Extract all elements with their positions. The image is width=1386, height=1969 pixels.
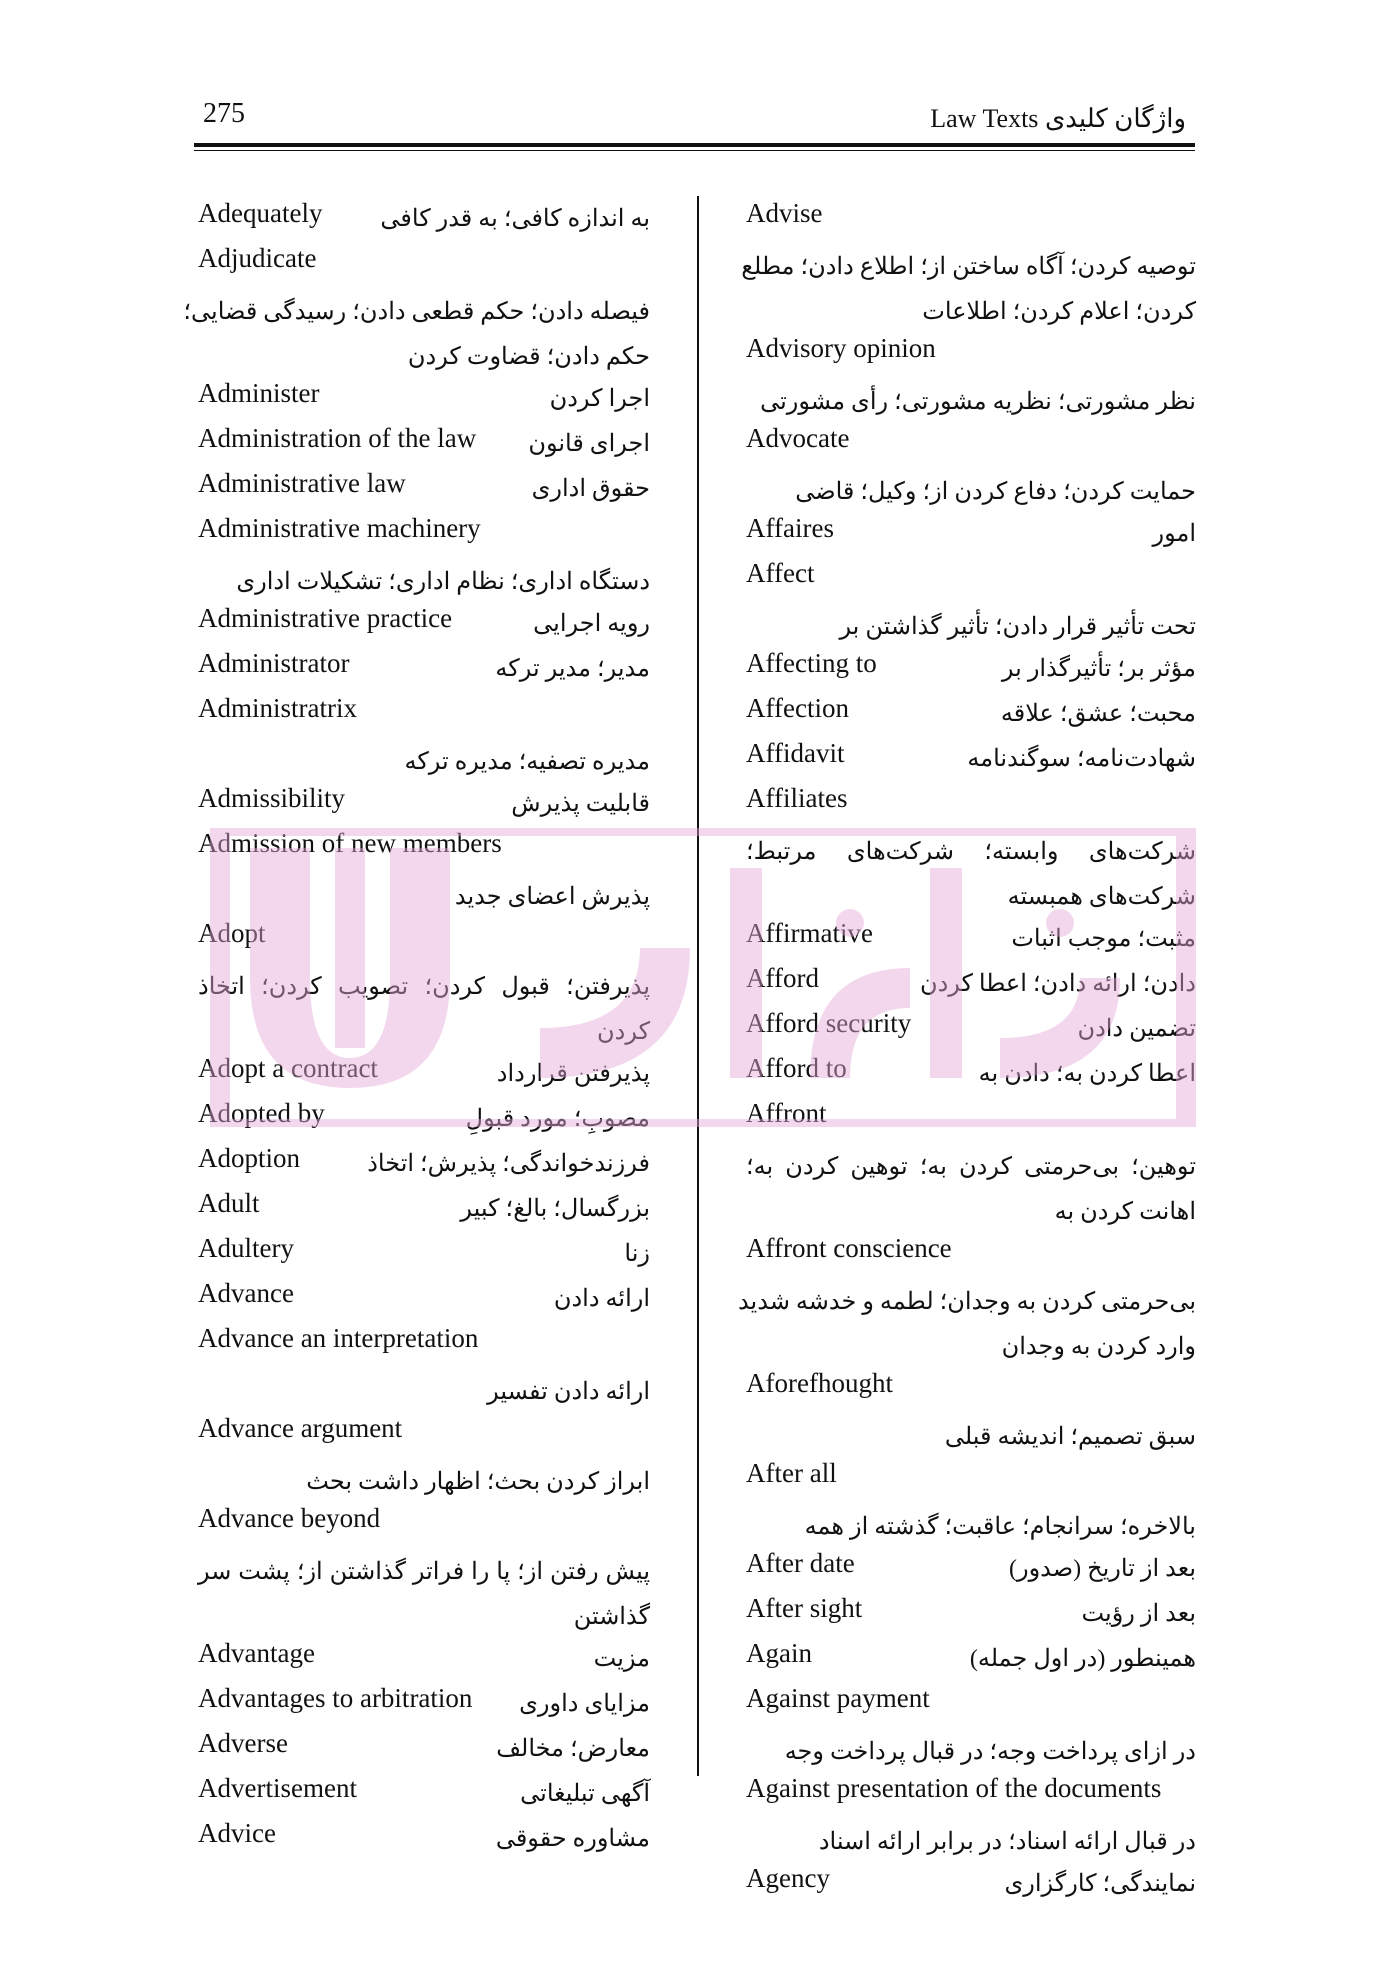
persian-definition: همینطور (در اول جمله) [969, 1646, 1196, 1672]
glossary-entry [198, 466, 650, 511]
persian-definition-line: وارد کردن به وجدان [1001, 1334, 1196, 1360]
english-term: Afford to [746, 1053, 847, 1083]
english-term: Advance argument [198, 1413, 403, 1443]
persian-definition: شهادت‌نامه؛ سوگندنامه [967, 746, 1196, 772]
persian-definition-line: نظر مشورتی؛ نظریه مشورتی؛ رأی مشورتی [760, 389, 1196, 415]
glossary-entry [746, 556, 1196, 646]
english-term: Admissibility [198, 783, 346, 813]
glossary-term-row [746, 1051, 1196, 1096]
glossary-term-row [746, 421, 1196, 466]
persian-definition: معارض؛ مخالف [496, 1736, 650, 1762]
persian-definition: اجرا کردن [549, 386, 650, 412]
glossary-term-row [746, 1006, 1196, 1051]
english-term: Affront [746, 1098, 827, 1128]
glossary-entry [198, 1681, 650, 1726]
glossary-entry [198, 1771, 650, 1816]
glossary-term-row [198, 511, 650, 556]
glossary-term-row [198, 466, 650, 511]
persian-definition: مدیر؛ مدیر ترکه [495, 656, 650, 682]
persian-definition: محبت؛ عشق؛ علاقه [1000, 701, 1196, 727]
english-term: Affiliates [746, 783, 848, 813]
english-term: Adequately [198, 198, 323, 228]
english-term: Adopt [198, 918, 266, 948]
glossary-entry [198, 781, 650, 826]
english-term: Adjudicate [198, 243, 317, 273]
glossary-entry [746, 646, 1196, 691]
english-term: Affect [746, 558, 815, 588]
glossary-term-row [746, 1366, 1196, 1411]
glossary-entry [746, 1591, 1196, 1636]
english-term: Advantages to arbitration [198, 1683, 473, 1713]
glossary-term-row [746, 1231, 1196, 1276]
glossary-term-row [198, 1141, 650, 1186]
glossary-term-row [746, 1591, 1196, 1636]
glossary-entry [198, 1726, 650, 1771]
english-term: Administrative machinery [198, 513, 481, 543]
glossary-term-row [198, 916, 650, 961]
persian-definition-line: فیصله دادن؛ حکم قطعی دادن؛ رسیدگی قضایی؛ [183, 299, 650, 325]
glossary-term-row [198, 1726, 650, 1771]
persian-definition: مصوبِ؛ مورد قبولِ [465, 1106, 650, 1132]
glossary-term-row [746, 646, 1196, 691]
persian-definition: امور [1152, 521, 1196, 547]
english-term: Adverse [198, 1728, 288, 1758]
running-head [930, 104, 1186, 134]
persian-definition-line: حکم دادن؛ قضاوت کردن [407, 344, 650, 370]
header-rule-thick [194, 143, 1195, 147]
glossary-term-row [746, 1681, 1196, 1726]
english-term: Affront conscience [746, 1233, 952, 1263]
persian-definition-line: بی‌حرمتی کردن به وجدان؛ لطمه و خدشه شدید [737, 1289, 1196, 1315]
persian-definition: نمایندگی؛ کارگزاری [1004, 1871, 1196, 1897]
persian-definition-line: ارائه دادن تفسیر [487, 1379, 650, 1405]
glossary-term-row [746, 1096, 1196, 1141]
english-term: Adoption [198, 1143, 301, 1173]
glossary-entry [746, 1636, 1196, 1681]
glossary-term-row [198, 1276, 650, 1321]
glossary-entry [198, 1096, 650, 1141]
glossary-entry [198, 511, 650, 601]
english-term: Affidavit [746, 738, 845, 768]
glossary-entry [198, 1231, 650, 1276]
english-term: Advance [198, 1278, 294, 1308]
english-term: Agency [746, 1863, 830, 1893]
persian-definition-line: اهانت کردن به [1054, 1199, 1196, 1225]
persian-definition-line: در قبال ارائه اسناد؛ در برابر ارائه اسناد [818, 1829, 1196, 1855]
english-term: Afford [746, 963, 819, 993]
glossary-term-row [746, 781, 1196, 826]
glossary-term-row [198, 241, 650, 286]
glossary-entry [198, 421, 650, 466]
english-term: Administration of the law [198, 423, 477, 453]
english-term: Advisory opinion [746, 333, 936, 363]
glossary-entry [746, 1771, 1196, 1861]
glossary-entry [737, 1231, 1196, 1366]
glossary-entry [198, 601, 650, 646]
english-term: Affecting to [746, 648, 877, 678]
glossary-entry [198, 1636, 650, 1681]
persian-definition-line: پذیرفتن؛ قبول کردن؛ تصویب کردن؛ اتخاذ [198, 974, 650, 1000]
glossary-term-row [746, 961, 1196, 1006]
glossary-entry [198, 376, 650, 421]
persian-definition-line: توهین؛ بی‌حرمتی کردن به؛ توهین کردن به؛ [746, 1154, 1196, 1180]
english-term: Afford security [746, 1008, 912, 1038]
persian-definition-line: دستگاه اداری؛ نظام اداری؛ تشکیلات اداری [236, 569, 650, 595]
persian-definition: بزرگسال؛ بالغ؛ کبیر [460, 1196, 650, 1222]
persian-definition-line: در ازای پرداخت وجه؛ در قبال پرداخت وجه [784, 1739, 1196, 1765]
english-term: Adopt a contract [198, 1053, 378, 1083]
english-term: Advertisement [198, 1773, 357, 1803]
glossary-entry [198, 1321, 650, 1411]
english-term: Adultery [198, 1233, 294, 1263]
running-head-english: Law Texts [930, 104, 1039, 133]
persian-definition-line: تحت تأثیر قرار دادن؛ تأثیر گذاشتن بر [839, 614, 1196, 640]
english-term: Against presentation of the documents [746, 1773, 1162, 1803]
glossary-term-row [198, 1231, 650, 1276]
english-term: Administrator [198, 648, 350, 678]
persian-definition: به اندازه کافی؛ به قدر کافی [380, 206, 650, 232]
glossary-entry [198, 646, 650, 691]
glossary-entry [198, 691, 650, 781]
glossary-term-row [746, 736, 1196, 781]
persian-definition: تضمین دادن [1077, 1016, 1196, 1042]
glossary-term-row [198, 1321, 650, 1366]
glossary-entry [746, 1681, 1196, 1771]
glossary-entry [746, 736, 1196, 781]
english-term: Advance an interpretation [198, 1323, 479, 1353]
persian-definition-line: پیش رفتن از؛ پا را فراتر گذاشتن از؛ پشت سر [198, 1559, 650, 1585]
glossary-term-row [198, 691, 650, 736]
persian-definition-line: حمایت کردن؛ دفاع کردن از؛ وکیل؛ قاضی [795, 479, 1196, 505]
running-head-persian: واژگان کلیدی [1044, 104, 1186, 133]
persian-definition-line: کردن [597, 1019, 650, 1045]
glossary-entry [198, 1411, 650, 1501]
english-term: Advocate [746, 423, 850, 453]
glossary-term-row [746, 1771, 1196, 1816]
glossary-entry [198, 1501, 650, 1636]
english-term: Adult [198, 1188, 260, 1218]
column-divider [697, 196, 699, 1776]
persian-definition: مؤثر بر؛ تأثیرگذار بر [1001, 656, 1196, 682]
glossary-entry [746, 1006, 1196, 1051]
persian-definition: حقوق اداری [531, 476, 650, 502]
glossary-entry [746, 916, 1196, 961]
persian-definition-line: شرکت‌های وابسته؛ شرکت‌های مرتبط؛ [746, 839, 1196, 865]
glossary-term-row [198, 601, 650, 646]
english-term: Against payment [746, 1683, 930, 1713]
glossary-entry [198, 826, 650, 916]
persian-definition-line: کردن؛ اعلام کردن؛ اطلاعات [922, 299, 1196, 325]
glossary-entry [198, 1276, 650, 1321]
glossary-entry [746, 1861, 1196, 1906]
header-rule-thin [194, 150, 1195, 151]
glossary-term-row [198, 1636, 650, 1681]
glossary-term-row [198, 376, 650, 421]
glossary-term-row [746, 1546, 1196, 1591]
persian-definition-line: سبق تصمیم؛ اندیشه قبلی [944, 1424, 1196, 1450]
persian-definition: بعد از رؤیت [1081, 1601, 1196, 1627]
glossary-term-row [198, 1051, 650, 1096]
persian-definition-line: توصیه کردن؛ آگاه ساختن از؛ اطلاع دادن؛ مطلع [741, 254, 1196, 280]
english-term: Advise [746, 198, 823, 228]
persian-definition: اعطا کردن به؛ دادن به [978, 1061, 1196, 1087]
persian-definition-line: گذاشتن [573, 1604, 650, 1630]
glossary-entry [741, 196, 1196, 331]
persian-definition: زنا [624, 1241, 650, 1267]
english-term: Administrative law [198, 468, 406, 498]
persian-definition: فرزندخواندگی؛ پذیرش؛ اتخاذ [367, 1151, 650, 1177]
english-term: Affaires [746, 513, 834, 543]
english-term: Advantage [198, 1638, 315, 1668]
english-term: After all [746, 1458, 837, 1488]
glossary-term-row [746, 916, 1196, 961]
persian-definition: بعد از تاریخ (صدور) [1008, 1556, 1196, 1582]
persian-definition: مثبت؛ موجب اثبات [1011, 926, 1196, 952]
glossary-entry [198, 196, 650, 241]
persian-definition: رویه اجرایی [533, 611, 650, 637]
glossary-entry [746, 1096, 1196, 1231]
glossary-term-row [746, 196, 1196, 241]
persian-definition: قابلیت پذیرش [511, 791, 650, 817]
glossary-term-row [198, 646, 650, 691]
english-term: After date [746, 1548, 855, 1578]
english-term: Advance beyond [198, 1503, 381, 1533]
glossary-term-row [198, 781, 650, 826]
glossary-entry [198, 1051, 650, 1096]
page-number: 275 [203, 98, 245, 129]
persian-definition: ارائه دادن [553, 1286, 650, 1312]
glossary-entry [746, 1366, 1196, 1456]
glossary-term-row [198, 1771, 650, 1816]
glossary-entry [746, 781, 1196, 916]
glossary-entry [198, 1141, 650, 1186]
english-term: Administer [198, 378, 320, 408]
glossary-term-row [198, 196, 650, 241]
glossary-entry [746, 511, 1196, 556]
english-term: Affection [746, 693, 849, 723]
glossary-term-row [198, 1816, 650, 1861]
glossary-term-row [746, 511, 1196, 556]
english-term: Again [746, 1638, 812, 1668]
persian-definition: مشاوره حقوقی [495, 1826, 650, 1852]
glossary-term-row [746, 1861, 1196, 1906]
glossary-term-row [198, 1681, 650, 1726]
glossary-term-row [746, 1456, 1196, 1501]
english-term: Admission of new members [198, 828, 502, 858]
glossary-entry [746, 1546, 1196, 1591]
glossary-term-row [198, 1411, 650, 1456]
persian-definition: مزیت [593, 1646, 650, 1672]
english-term: Administratrix [198, 693, 357, 723]
english-term: After sight [746, 1593, 863, 1623]
glossary-entry [746, 421, 1196, 511]
right-column [737, 196, 1196, 1906]
persian-definition: دادن؛ ارائه دادن؛ اعطا کردن [919, 971, 1196, 997]
glossary-entry [746, 961, 1196, 1006]
english-term: Adopted by [198, 1098, 325, 1128]
glossary-entry [198, 1816, 650, 1861]
persian-definition: اجرای قانون [528, 431, 650, 457]
glossary-entry [746, 331, 1196, 421]
glossary-term-row [198, 1501, 650, 1546]
glossary-term-row [198, 826, 650, 871]
glossary-entry [746, 1051, 1196, 1096]
glossary-term-row [746, 556, 1196, 601]
glossary-entry [746, 691, 1196, 736]
persian-definition: مزایای داوری [519, 1691, 650, 1717]
english-term: Aforefhought [746, 1368, 893, 1398]
persian-definition-line: شرکت‌های همبسته [1007, 884, 1196, 910]
glossary-term-row [198, 421, 650, 466]
english-term: Affirmative [746, 918, 873, 948]
glossary-term-row [198, 1186, 650, 1231]
glossary-term-row [746, 331, 1196, 376]
glossary-entry [746, 1456, 1196, 1546]
english-term: Administrative practice [198, 603, 453, 633]
persian-definition: پذیرفتن قرارداد [496, 1061, 650, 1087]
persian-definition-line: بالاخره؛ سرانجام؛ عاقبت؛ گذشته از همه [804, 1514, 1196, 1540]
persian-definition-line: پذیرش اعضای جدید [454, 884, 650, 910]
persian-definition-line: ابراز کردن بحث؛ اظهار داشت بحث [306, 1469, 650, 1495]
glossary-term-row [198, 1096, 650, 1141]
glossary-entry [198, 1186, 650, 1231]
glossary-entry [198, 916, 650, 1051]
glossary-entry [183, 241, 650, 376]
left-column [183, 196, 650, 1861]
persian-definition-line: مدیره تصفیه؛ مدیره ترکه [404, 749, 650, 775]
persian-definition: آگهی تبلیغاتی [520, 1781, 650, 1807]
glossary-term-row [746, 1636, 1196, 1681]
glossary-term-row [746, 691, 1196, 736]
english-term: Advice [198, 1818, 276, 1848]
